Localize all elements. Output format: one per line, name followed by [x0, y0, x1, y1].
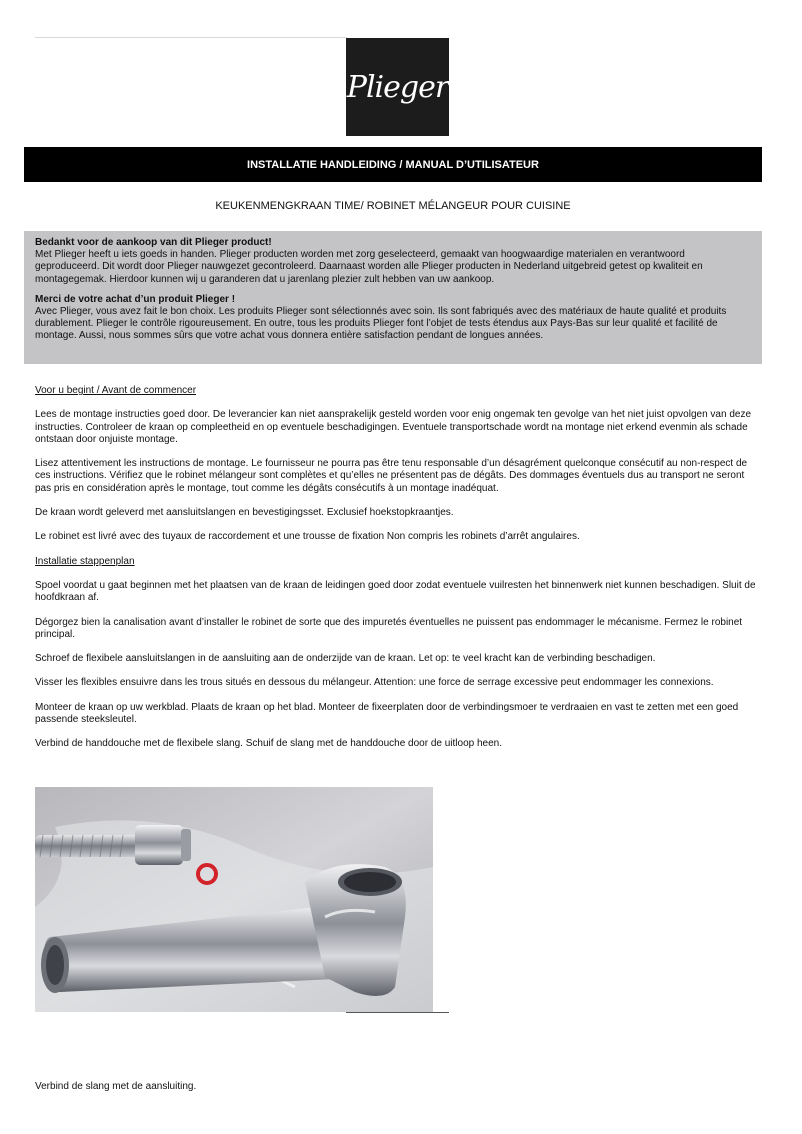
- photo-underline: [346, 1012, 449, 1013]
- product-subtitle: KEUKENMENGKRAAN TIME/ ROBINET MÉLANGEUR POUR CUISINE: [215, 200, 571, 212]
- intro-text-fr: Avec Plieger, vous avez fait le bon choix. Les produits Plieger sont sélectionnés avec soin. Ils sont fabriqués avec des matériaux de haute qualité et produits durablement. Plieger le contrôle rigoureusement. En outre, tous les produits Plieger font l’objet de tests étendus aux Pays-Bas sur leur qualité et facilité de montage. Aussi, nous sommes sûrs que votre achat vous donnera entière satisfaction pendant de longues années.: [35, 306, 727, 342]
- top-rule: [35, 37, 347, 38]
- paragraph: Le robinet est livré avec des tuyaux de raccordement et une trousse de fixation Non compris les robinets d’arrêt angulaires.: [35, 531, 580, 543]
- thank-you-box: [24, 231, 762, 364]
- instructions: [35, 385, 762, 763]
- paragraph: Verbind de slang met de aansluiting.: [35, 1081, 197, 1092]
- paragraph: Dégorgez bien la canalisation avant d’installer le robinet de sorte que des impuretés éventuelles ne puissent pas endommager le mécanisme. Fermez le robinet principal.: [35, 616, 743, 640]
- paragraph: Lisez attentivement les instructions de montage. Le fournisseur ne pourra pas être tenu responsable d’un désagrément quelconque consécutif au non-respect de ces instructions. Vérifiez que le robinet mélangeur sont complètes et qu’elles ne présentent pas de dégâts. Des dommages éventuels dus au transport ne seront pas pris en considération après le montage, tout comme les dégâts consécutifs à un montage inadéquat.: [35, 458, 748, 494]
- section-heading-steps: Installatie stappenplan: [35, 555, 135, 567]
- paragraph: Verbind de handdouche met de flexibele slang. Schuif de slang met de handdouche door de uitloop heen.: [35, 738, 503, 750]
- manual-title-bar: [24, 147, 762, 182]
- section-heading-before: Voor u begint / Avant de commencer: [35, 385, 197, 396]
- paragraph: Visser les flexibles ensuivre dans les trous situés en dessous du mélangeur. Attention: une force de serrage excessive peut endommager les connexions.: [35, 677, 714, 689]
- paragraph: Monteer de kraan op uw werkblad. Plaats de kraan op het blad. Monteer de fixeerplaten door de verbindingsmoer te verdraaien en vast te zetten met een goed passende steeksleutel.: [35, 701, 739, 726]
- paragraph: Schroef de flexibele aansluitslangen in de aansluiting aan de onderzijde van de kraan. Let op: te veel kracht kan de verbinding beschadigen.: [35, 653, 656, 665]
- hand-shower-photo: [35, 787, 433, 1012]
- intro-heading-fr: Merci de votre achat d’un produit Plieger !: [35, 293, 236, 305]
- paragraph: Lees de montage instructies goed door. De leverancier kan niet aansprakelijk gesteld worden voor enig ongemak ten gevolge van het niet juist opvolgen van deze instructies. Controleer de kraan op compleetheid en op eventuele beschadigingen. Eventuele transportschade wordt na montage niet erkend evenmin als schade ontstaan door onjuiste montage.: [35, 409, 752, 445]
- intro-text-nl: Met Plieger heeft u iets goeds in handen. Plieger producten worden met zorg geselecteerd, gemaakt van hoogwaardige materialen en verantwoord geproduceerd. Dit wordt door Plieger nauwgezet gecontroleerd. Daarnaast worden alle Plieger producten in Nederland uitgebreid getest op kwaliteit en montagegemak. Hierdoor kunnen wij u garanderen dat u jarenlang plezier zult hebben van uw aankoop.: [35, 249, 703, 285]
- intro-heading-nl: Bedankt voor de aankoop van dit Plieger product!: [35, 237, 272, 248]
- manual-title: INSTALLATIE HANDLEIDING / MANUAL D’UTILISATEUR: [247, 158, 539, 171]
- paragraph: De kraan wordt geleverd met aansluitslangen en bevestigingsset. Exclusief hoekstopkraantjes.: [35, 507, 454, 519]
- paragraph: Spoel voordat u gaat beginnen met het plaatsen van de kraan de leidingen goed door zodat eventuele vuilresten het binnenwerk niet kunnen beschadigen. Sluit de hoofdkraan af.: [35, 579, 756, 604]
- plieger-logo: Plieger: [346, 38, 449, 136]
